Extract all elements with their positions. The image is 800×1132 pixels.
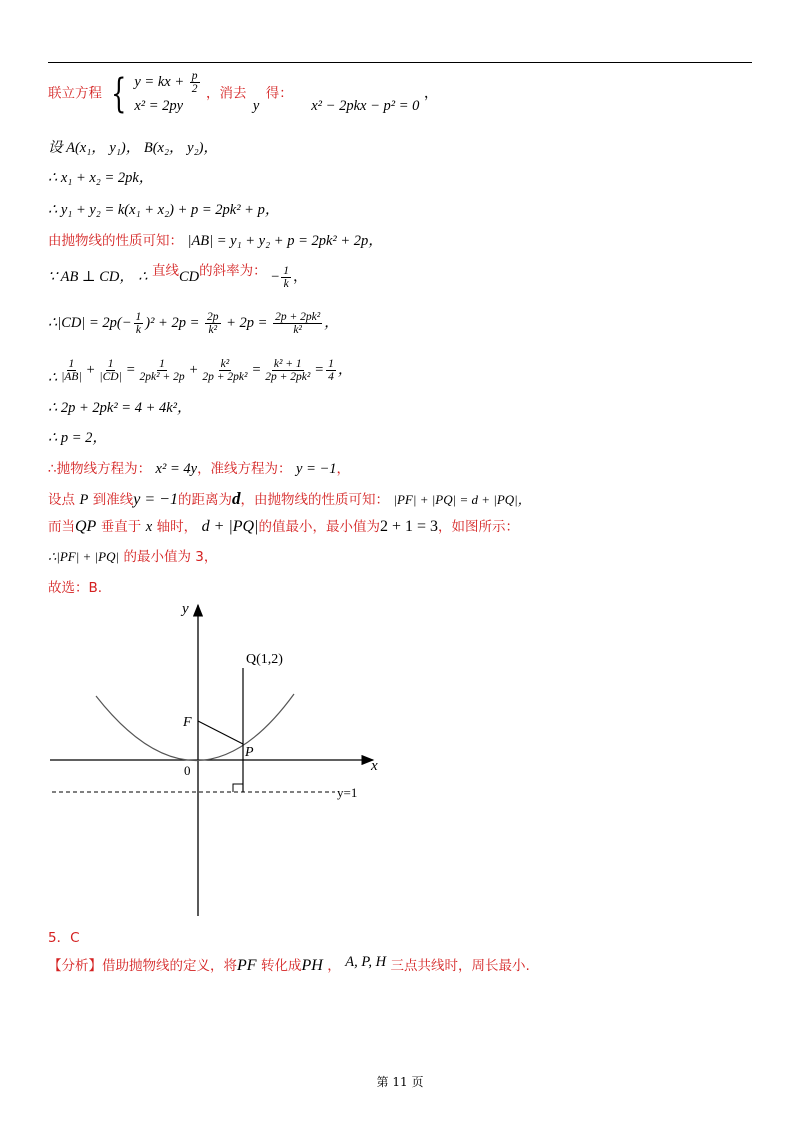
point-f-label: F: [183, 715, 192, 730]
segment-fp: [198, 721, 243, 744]
directrix-label: y=1: [337, 785, 358, 800]
parabola-figure: [40, 600, 400, 920]
line-distance-d: 设点 P 到准线y = −1的距离为d，由抛物线的性质可知： |PF| + |PQ| = d + |PQ|，: [48, 489, 531, 508]
line-points-ab: 设 A(x₁， y₁)， B(x₂， y₂)，: [48, 140, 218, 156]
point-p-label: P: [245, 745, 254, 760]
header-rule: [48, 62, 752, 63]
x-axis-label: x: [371, 758, 378, 774]
equation-system: y = kx + $\frac{p}{2}$ x² = 2py: [134, 70, 198, 114]
origin-label: 0: [184, 763, 191, 778]
page-footer: 第 11 页: [376, 1075, 424, 1089]
line-minimum-value: 而当QP 垂直于 x 轴时， d + |PQ|的值最小，最小值为2 + 1 = 3，如图所示：: [48, 518, 520, 535]
line-parabola-equation: ∴抛物线方程为： x² = 4y，准线方程为： y = −1，: [48, 461, 351, 477]
label-simultaneous: 联立方程: [48, 85, 102, 102]
line-sum-x: ∴ x₁ + x₂ = 2pk，: [48, 170, 154, 186]
line-p-value: ∴ p = 2，: [48, 430, 107, 446]
line-sum-y: ∴ y₁ + y₂ = k(x₁ + x₂) + p = 2pk² + p，: [48, 202, 280, 218]
section-5-analysis: 【分析】借助抛物线的定义，将PF 转化成PH ， A, P, H 三点共线时，周长最小.: [48, 954, 530, 974]
line-min-result: ∴|PF| + |PQ| 的最小值为 3，: [48, 549, 218, 565]
line-answer: 故选：B.: [48, 580, 103, 596]
section-5-heading: 5．C: [48, 930, 80, 946]
parabola-curve: [96, 694, 294, 761]
system-brace: {: [111, 70, 127, 117]
y-axis-label: y: [182, 601, 189, 617]
line-simultaneous-equations: 联立方程 { y = kx + $\frac{p}{2}$ x² = 2py ，消去 y 得： x² − 2pkx − p² = 0 ，: [48, 70, 439, 117]
line-ab-length: 由抛物线的性质可知： |AB| = y₁ + y₂ + p = 2pk² + 2p，: [48, 233, 383, 249]
line-cd-length: ∴|CD| = 2p(− $\frac{1}{k}$ )² + 2p = $\frac{2p}{\text{k²}}$ + 2p = $\frac{\text{2p + 2pk²}}{\text{k²}}$ ，: [48, 311, 339, 337]
point-q-label: Q(1,2): [246, 652, 283, 667]
line-reciprocal-sum: ∴ $\frac{1}{|AB|}$ + $\frac{1}{|CD|}$ = $\frac{1}{\text{2pk² + 2p}}$ + $\frac{\text{k²}}{\text{2p + 2pk²}}$ = $\frac{\text{k² + 1}}{\text{2p + 2pk²}}$ = $\frac{1}{4}$ ，: [48, 358, 353, 386]
right-angle-mark: [233, 784, 243, 792]
line-solve-p: ∴ 2p + 2pk² = 4 + 4k²，: [48, 400, 192, 416]
line-cd-slope: ∵ AB ⊥ CD， ∴ 直线CD的斜率为： − $\frac{1}{k}$ ，: [48, 263, 308, 290]
